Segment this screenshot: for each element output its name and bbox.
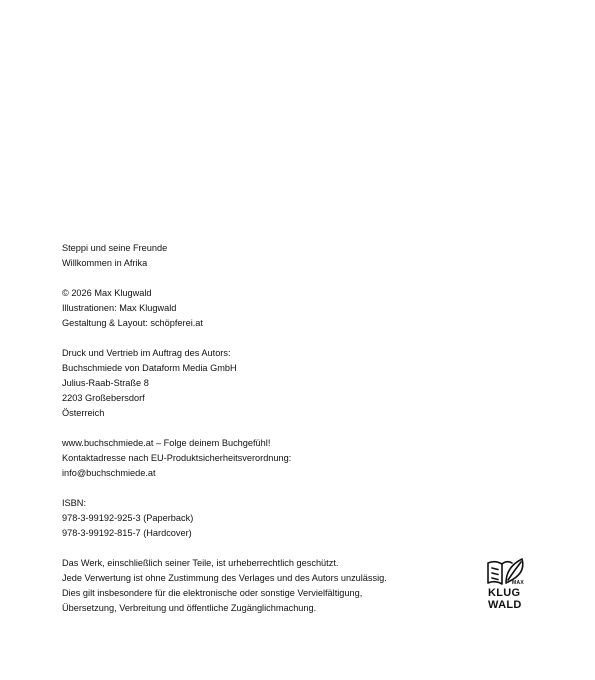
publisher-city: 2203 Großebersdorf [62, 393, 145, 403]
credits-block [62, 286, 482, 331]
publisher-name: Buchschmiede von Dataform Media GmbH [62, 363, 237, 373]
website-line: www.buchschmiede.at – Folge deinem Buchgefühl! [62, 438, 271, 448]
print-block [62, 346, 482, 421]
rights-line-1: Das Werk, einschließlich seiner Teile, ist urheberrechtlich geschützt. [62, 558, 339, 568]
contact-block [62, 436, 482, 481]
book-subtitle: Willkommen in Afrika [62, 258, 148, 268]
isbn-paperback: 978-3-99192-925-3 (Paperback) [62, 513, 194, 523]
rights-block [62, 556, 482, 616]
design-line: Gestaltung & Layout: schöpferei.at [62, 318, 203, 328]
contact-email: info@buchschmiede.at [62, 468, 156, 478]
publisher-logo [484, 555, 530, 613]
imprint-text [62, 241, 482, 616]
logo-word-klug: KLUG [488, 587, 521, 599]
contact-intro: Kontaktadresse nach EU-Produktsicherheitsverordnung: [62, 453, 292, 463]
book-title: Steppi und seine Freunde [62, 243, 168, 253]
illustrations-line: Illustrationen: Max Klugwald [62, 303, 177, 313]
logo-word-wald: WALD [488, 599, 522, 611]
rights-line-3: Dies gilt insbesondere für die elektronische oder sonstige Vervielfältigung, [62, 588, 363, 598]
isbn-hardcover: 978-3-99192-815-7 (Hardcover) [62, 528, 192, 538]
logo-word-max: MAX [512, 580, 525, 586]
rights-line-2: Jede Verwertung ist ohne Zustimmung des Verlages und des Autors unzulässig. [62, 573, 387, 583]
print-intro: Druck und Vertrieb im Auftrag des Autors: [62, 348, 231, 358]
publisher-street: Julius-Raab-Straße 8 [62, 378, 149, 388]
publisher-country: Österreich [62, 408, 105, 418]
isbn-label: ISBN: [62, 498, 86, 508]
rights-line-4: Übersetzung, Verbreitung und öffentliche Zugänglichmachung. [62, 603, 317, 613]
title-block [62, 241, 482, 271]
isbn-block [62, 496, 482, 541]
copyright-line: © 2026 Max Klugwald [62, 288, 152, 298]
